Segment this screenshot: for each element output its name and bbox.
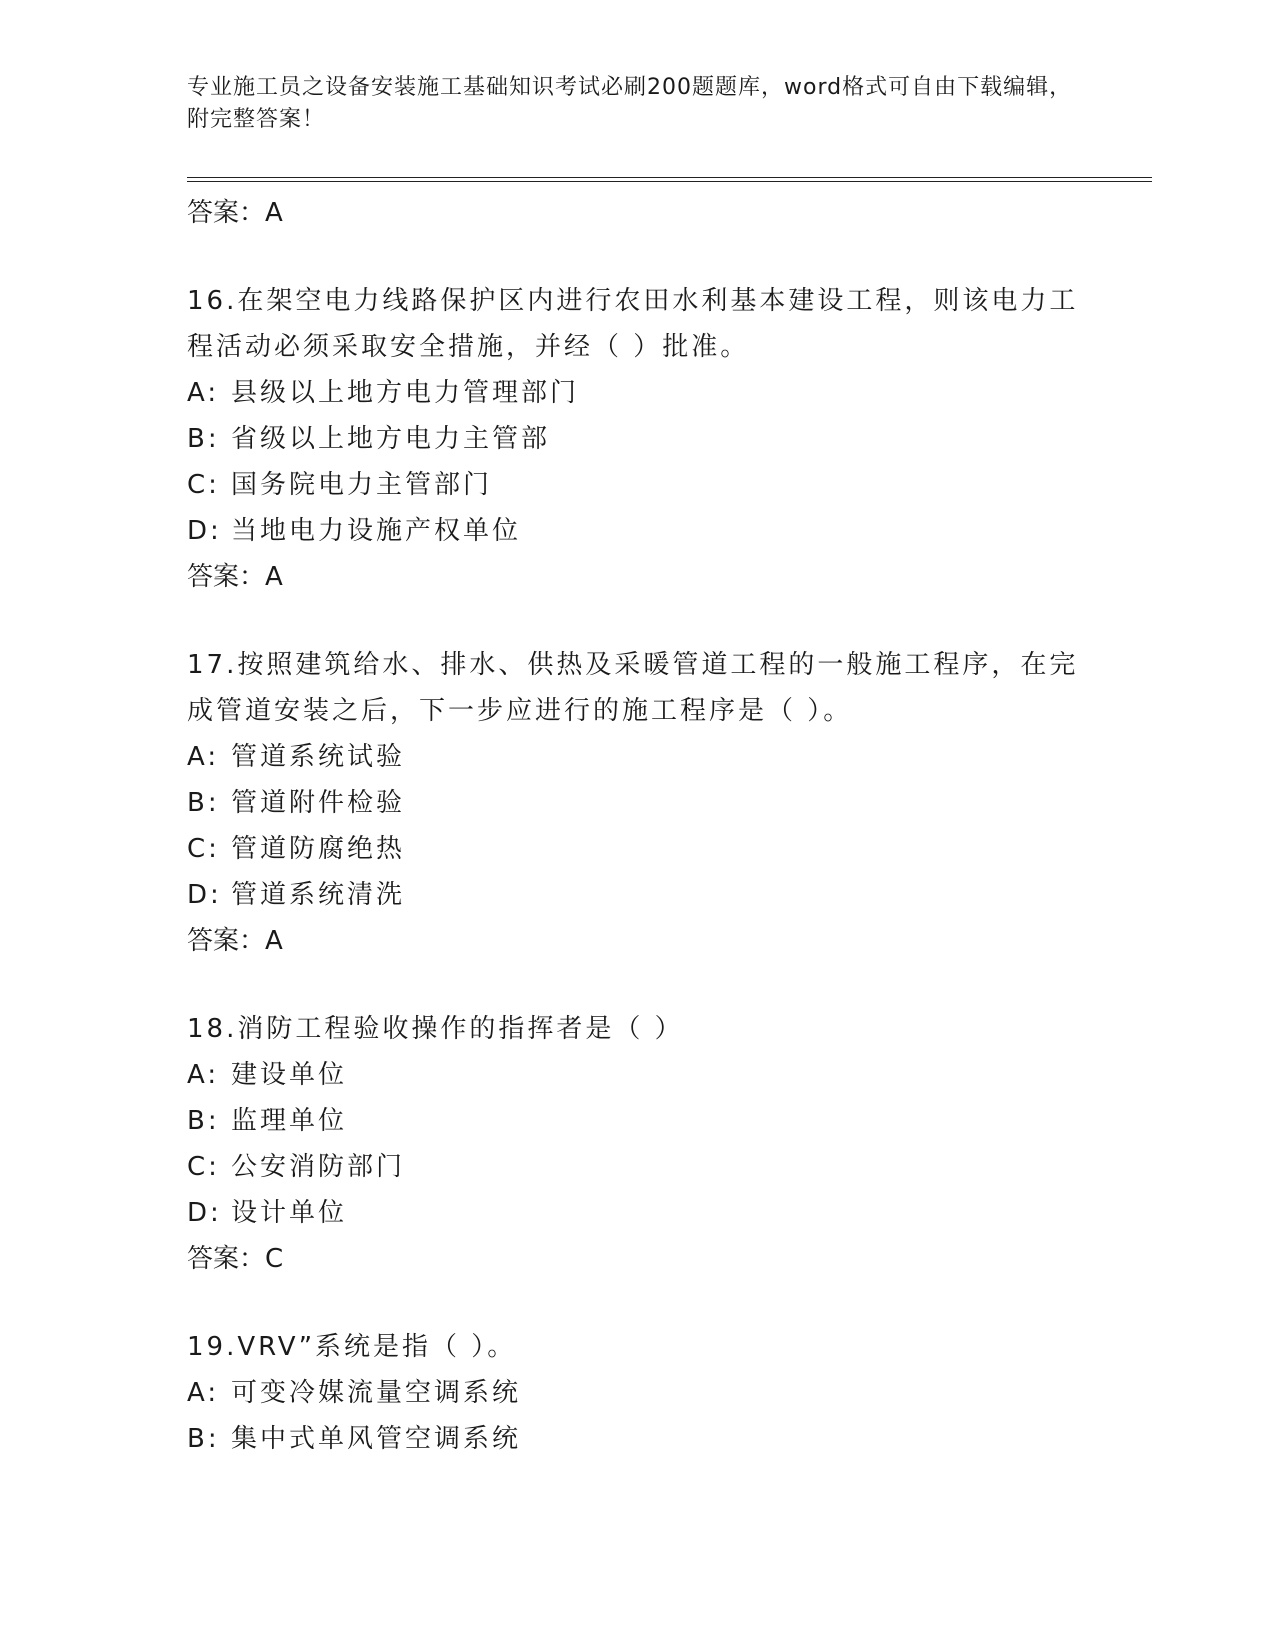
question-stem: 16.在架空电力线路保护区内进行农田水利基本建设工程，则该电力工程活动必须采取安全措施，并经（ ）批准。 <box>187 286 1079 362</box>
option-text: 管道系统清洗 <box>231 880 406 910</box>
option-a <box>187 370 1087 416</box>
question-18 <box>187 1006 1087 1282</box>
question-stem: 19.VRV”系统是指（ ）。 <box>187 1332 517 1362</box>
option-text: 管道系统试验 <box>231 742 406 772</box>
option-key: A: <box>187 1060 220 1090</box>
option-key: C: <box>187 834 220 864</box>
option-d <box>187 872 1087 918</box>
option-c <box>187 462 1087 508</box>
question-17 <box>187 642 1087 964</box>
option-text: 省级以上地方电力主管部 <box>231 424 551 454</box>
option-key: B: <box>187 788 220 818</box>
option-text: 县级以上地方电力管理部门 <box>231 378 580 408</box>
option-key: D: <box>187 880 222 910</box>
document-body <box>187 190 1087 1462</box>
option-key: B: <box>187 424 220 454</box>
option-key: A: <box>187 1378 220 1408</box>
question-stem: 18.消防工程验收操作的指挥者是（ ） <box>187 1014 684 1044</box>
header-divider <box>187 177 1152 182</box>
option-text: 管道附件检验 <box>231 788 406 818</box>
option-key: C: <box>187 1152 220 1182</box>
option-a <box>187 1370 1087 1416</box>
option-c <box>187 826 1087 872</box>
option-text: 国务院电力主管部门 <box>231 470 493 500</box>
option-b <box>187 1098 1087 1144</box>
option-b <box>187 1416 1087 1462</box>
question-16 <box>187 278 1087 600</box>
answer-line: 答案：C <box>187 1244 284 1274</box>
option-a <box>187 734 1087 780</box>
option-c <box>187 1144 1087 1190</box>
answer-line: 答案：A <box>187 562 283 592</box>
option-key: A: <box>187 742 220 772</box>
option-text: 监理单位 <box>231 1106 348 1136</box>
option-d <box>187 508 1087 554</box>
option-key: C: <box>187 470 220 500</box>
option-b <box>187 416 1087 462</box>
option-d <box>187 1190 1087 1236</box>
option-key: A: <box>187 378 220 408</box>
question-19 <box>187 1324 1087 1462</box>
option-key: B: <box>187 1424 220 1454</box>
option-b <box>187 780 1087 826</box>
option-text: 公安消防部门 <box>231 1152 406 1182</box>
question-stem: 17.按照建筑给水、排水、供热及采暖管道工程的一般施工程序，在完成管道安装之后，下一步应进行的施工程序是（ ）。 <box>187 650 1079 726</box>
option-key: D: <box>187 1198 222 1228</box>
option-text: 当地电力设施产权单位 <box>231 516 522 546</box>
option-a <box>187 1052 1087 1098</box>
answer-line: 答案：A <box>187 926 283 956</box>
option-text: 集中式单风管空调系统 <box>231 1424 522 1454</box>
option-key: B: <box>187 1106 220 1136</box>
option-key: D: <box>187 516 222 546</box>
option-text: 建设单位 <box>231 1060 348 1090</box>
option-text: 设计单位 <box>231 1198 348 1228</box>
option-text: 管道防腐绝热 <box>231 834 406 864</box>
page-header: 专业施工员之设备安装施工基础知识考试必刷200题题库，word格式可自由下载编辑，附完整答案！ <box>187 75 1073 132</box>
answer-line: 答案：A <box>187 198 283 228</box>
option-text: 可变冷媒流量空调系统 <box>231 1378 522 1408</box>
